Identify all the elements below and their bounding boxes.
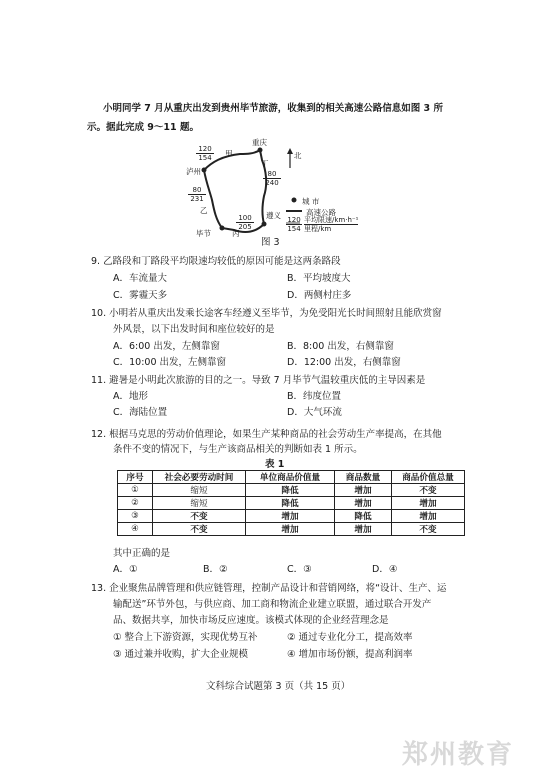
label-distance: 205 bbox=[238, 223, 252, 231]
q11-option-c: C．海陆位置 bbox=[113, 407, 168, 418]
q12-stem-2: 条件不变的情况下，与生产该商品相关的判断如表 1 所示。 bbox=[113, 444, 363, 455]
table-cell: 降低 bbox=[246, 497, 335, 510]
q13-option-3: ③ 通过兼并收购，扩大企业规模 bbox=[113, 649, 249, 660]
q13-option-4: ④ 增加市场份额，提高利润率 bbox=[287, 649, 413, 660]
table-header: 社会必要劳动时间 bbox=[153, 471, 246, 484]
q11-option-b: B．纬度位置 bbox=[287, 391, 342, 402]
legend-distance-sample: 154 bbox=[287, 225, 301, 233]
table-cell: 增加 bbox=[335, 484, 392, 497]
q9-option-b: B．平均坡度大 bbox=[287, 273, 351, 284]
q13-stem-1: 13. 企业聚焦品牌管理和供应链管理，控制产品设计和营销网络，将“设计、生产、运 bbox=[91, 583, 447, 594]
table-cell: 降低 bbox=[246, 484, 335, 497]
segment-ding: 丁 bbox=[261, 159, 269, 168]
north-arrow-icon bbox=[287, 148, 293, 154]
q9-option-d: D．两侧村庄多 bbox=[287, 290, 352, 301]
watermark-logo: 郑州教育 bbox=[402, 740, 515, 770]
label-right bbox=[263, 170, 281, 187]
label-top-left bbox=[196, 145, 214, 162]
city-chongqing: 重庆 bbox=[252, 138, 267, 147]
city-dot-luzhou bbox=[202, 168, 207, 173]
q11-option-a: A．地形 bbox=[113, 391, 148, 402]
intro-line-2: 示。据此完成 9～11 题。 bbox=[87, 122, 199, 133]
q10-option-a: A．6:00 出发，左侧靠窗 bbox=[113, 341, 220, 352]
legend-city-icon bbox=[292, 198, 297, 203]
page-footer: 文科综合试题第 3 页（共 15 页） bbox=[206, 681, 351, 692]
q10-option-b: B．8:00 出发，右侧靠窗 bbox=[287, 341, 394, 352]
city-dot-zunyi bbox=[262, 222, 267, 227]
table-cell: 增加 bbox=[246, 523, 335, 536]
label-speed: 80 bbox=[188, 186, 206, 195]
table-header: 序号 bbox=[118, 471, 153, 484]
q11-stem: 11. 避暑是小明此次旅游的目的之一。导致 7 月毕节气温较重庆低的主导因素是 bbox=[91, 375, 426, 386]
table-cell: 增加 bbox=[392, 510, 465, 523]
table-row bbox=[118, 510, 465, 523]
table-cell: 缩短 bbox=[153, 497, 246, 510]
label-speed: 80 bbox=[263, 170, 281, 179]
city-dot-bijie bbox=[220, 226, 225, 231]
table-header-row bbox=[118, 471, 465, 484]
q10-option-d: D．12:00 出发，右侧靠窗 bbox=[287, 357, 401, 368]
city-bijie: 毕节 bbox=[196, 229, 211, 238]
q12-lead: 其中正确的是 bbox=[113, 548, 171, 559]
label-distance: 240 bbox=[265, 179, 279, 187]
table-cell: 不变 bbox=[153, 510, 246, 523]
table-header: 单位商品价值量 bbox=[246, 471, 335, 484]
city-zunyi: 遵义 bbox=[266, 211, 281, 220]
q12-option-d: D．④ bbox=[372, 564, 398, 575]
q12-option-b: B．② bbox=[203, 564, 228, 575]
city-luzhou: 泸州 bbox=[186, 167, 201, 176]
table-header: 商品价值总量 bbox=[392, 471, 465, 484]
table-cell: 增加 bbox=[335, 523, 392, 536]
north-label: 北 bbox=[294, 151, 302, 160]
segment-bing: 丙 bbox=[232, 229, 240, 238]
table-cell: ③ bbox=[118, 510, 153, 523]
label-distance: 231 bbox=[190, 195, 204, 203]
table-cell: 不变 bbox=[153, 523, 246, 536]
label-speed: 100 bbox=[236, 214, 254, 223]
segment-jia: 甲 bbox=[225, 149, 233, 158]
judgment-table bbox=[117, 470, 465, 536]
label-distance: 154 bbox=[198, 154, 212, 162]
table-row bbox=[118, 523, 465, 536]
table-cell: 不变 bbox=[392, 484, 465, 497]
q9-option-c: C．雾霾天多 bbox=[113, 290, 168, 301]
q9-stem: 9. 乙路段和丁路段平均限速均较低的原因可能是这两条路段 bbox=[91, 256, 341, 267]
table-header: 商品数量 bbox=[335, 471, 392, 484]
table-title: 表 1 bbox=[265, 459, 285, 470]
q13-stem-3: 品、数据共享，加快市场反应速度。该模式体现的企业经营理念是 bbox=[113, 615, 389, 626]
legend-city-label: 城 市 bbox=[302, 197, 320, 206]
table-cell: 增加 bbox=[392, 497, 465, 510]
segment-yi: 乙 bbox=[200, 206, 208, 215]
q12-stem-1: 12. 根据马克思的劳动价值理论，如果生产某种商品的社会劳动生产率提高，在其他 bbox=[91, 429, 442, 440]
intro-line-1: 小明同学 7 月从重庆出发到贵州毕节旅游，收集到的相关高速公路信息如图 3 所 bbox=[103, 103, 443, 114]
table-cell: 降低 bbox=[335, 510, 392, 523]
q13-stem-2: 输配送”环节外包，与供应商、加工商和物流企业建立联盟，通过联合开发产 bbox=[113, 599, 432, 610]
q10-stem-2: 外风景，以下出发时间和座位较好的是 bbox=[113, 324, 275, 335]
q13-option-1: ① 整合上下游资源，实现优势互补 bbox=[113, 632, 258, 643]
q11-option-d: D．大气环流 bbox=[287, 407, 342, 418]
table-cell: ① bbox=[118, 484, 153, 497]
table-cell: ④ bbox=[118, 523, 153, 536]
table-cell: ② bbox=[118, 497, 153, 510]
table-cell: 增加 bbox=[246, 510, 335, 523]
label-speed: 120 bbox=[196, 145, 214, 154]
q12-option-c: C．③ bbox=[287, 564, 312, 575]
table-row bbox=[118, 497, 465, 510]
q12-option-a: A．① bbox=[113, 564, 138, 575]
city-dot-chongqing bbox=[258, 148, 263, 153]
q10-stem-1: 10. 小明若从重庆出发乘长途客车经遵义至毕节，为免受阳光长时间照射且能欣赏窗 bbox=[91, 308, 442, 319]
legend-speed-sample: 120 bbox=[287, 216, 301, 224]
figure-caption: 图 3 bbox=[261, 237, 280, 248]
table-cell: 缩短 bbox=[153, 484, 246, 497]
q9-option-a: A．车流量大 bbox=[113, 273, 167, 284]
table-cell: 增加 bbox=[335, 497, 392, 510]
legend-distance-label: 里程/km bbox=[304, 225, 332, 233]
table-row bbox=[118, 484, 465, 497]
label-left bbox=[188, 186, 206, 203]
legend-sample bbox=[286, 216, 302, 233]
q13-option-2: ② 通过专业化分工，提高效率 bbox=[287, 632, 413, 643]
legend-speed-label: 平均限速/km·h⁻¹ bbox=[304, 216, 359, 224]
table-cell: 不变 bbox=[392, 523, 465, 536]
q10-option-c: C．10:00 出发，左侧靠窗 bbox=[113, 357, 227, 368]
legend-units bbox=[304, 216, 358, 233]
legend-highway-label: 高速公路 bbox=[306, 208, 336, 217]
